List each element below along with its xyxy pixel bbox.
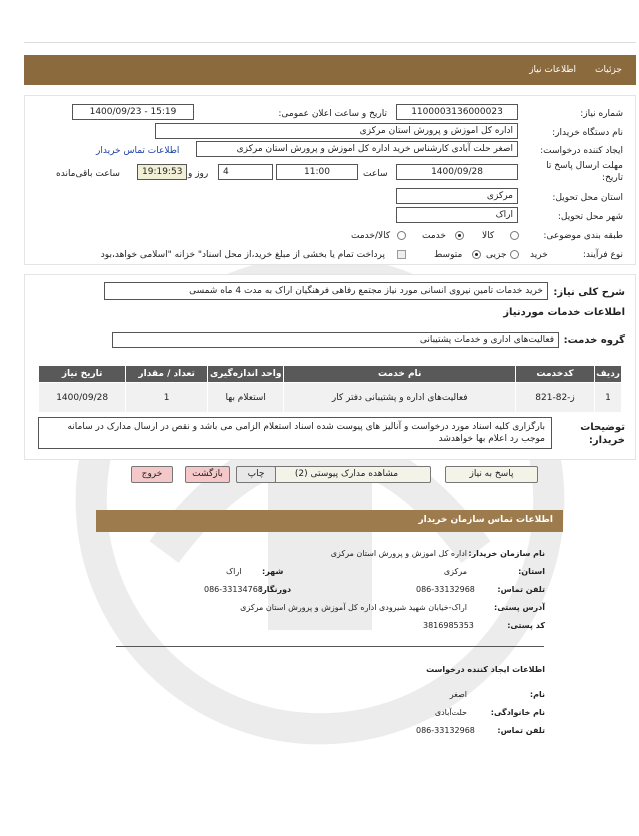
cell-need-date: 1400/09/28	[39, 383, 126, 413]
city-field: اراک	[396, 207, 518, 223]
days-label: روز و	[188, 169, 209, 179]
creator-phone-label: تلفن تماس:	[497, 726, 545, 735]
summary-label: شرح کلی نیاز:	[553, 287, 625, 298]
services-title: اطلاعات خدمات موردنیاز	[503, 307, 625, 318]
contact-postal-label: کد پستی:	[507, 621, 545, 630]
back-button[interactable]: بازگشت	[185, 466, 230, 483]
cell-unit: استعلام بها	[208, 383, 284, 413]
contact-org-value: اداره کل اموزش و پرورش استان مرکزی	[330, 549, 467, 558]
payment-note: پرداخت تمام یا بخشی از مبلغ خرید،از محل اسناد" خزانه "اسلامی خواهد،بود	[100, 250, 385, 260]
creator-family-label: نام خانوادگی:	[490, 708, 545, 717]
process-medium-label: متوسط	[434, 250, 463, 260]
city-label: شهر محل تحویل:	[557, 212, 623, 222]
contact-postal-value: 3816985353	[423, 621, 474, 630]
creator-label: ایجاد کننده درخواست:	[540, 146, 623, 156]
creator-phone-value: 086-33132968	[416, 726, 475, 735]
th-service-name: نام خدمت	[284, 366, 516, 383]
process-label: نوع فرآیند:	[582, 250, 623, 260]
cell-quantity: 1	[126, 383, 208, 413]
header-bar	[24, 55, 636, 85]
payment-checkbox[interactable]	[397, 250, 406, 259]
days-field: 4	[218, 164, 273, 180]
contact-title-bar	[96, 510, 563, 532]
top-divider	[24, 42, 636, 43]
contact-fax-label: دورنگار:	[259, 585, 292, 594]
deadline-label: مهلت ارسال پاسخ تا	[546, 161, 623, 171]
contact-address-value: اراک-خیابان شهید شیرودی اداره کل آموزش و پرورش استان مرکزی	[240, 603, 467, 612]
notes-field	[38, 417, 552, 449]
need-number-label: شماره نیاز:	[580, 109, 623, 119]
reply-button[interactable]: پاسخ به نیاز	[445, 466, 538, 483]
remaining-label: ساعت باقی‌مانده	[56, 169, 120, 179]
process-medium-radio[interactable]	[472, 250, 481, 259]
deadline-date-field: 1400/09/28	[396, 164, 518, 180]
summary-field: خرید خدمات تامین نیروی انسانی مورد نیاز مجتمع رفاهی فرهنگیان اراک به مدت 4 ماه شمسی	[104, 282, 548, 300]
cell-service-name: فعالیت‌های اداره و پشتیبانی دفتر کار	[284, 383, 516, 413]
contact-fax-value: 086-33134768	[204, 585, 263, 594]
contact-title: اطلاعات تماس سازمان خریدار	[418, 515, 553, 525]
contact-phone-value: 086-33132968	[416, 585, 475, 594]
contact-city-label: شهر:	[262, 567, 284, 576]
contact-phone-label: تلفن تماس:	[497, 585, 545, 594]
items-table	[38, 365, 622, 413]
nav-details[interactable]: جزئیات	[595, 65, 622, 75]
category-service-label: خدمت	[422, 231, 446, 241]
announce-label: تاریخ و ساعت اعلان عمومی:	[278, 109, 387, 119]
th-unit: واحد اندازه‌گیری	[208, 366, 284, 383]
contact-buyer-link[interactable]: اطلاعات تماس خریدار	[96, 146, 180, 156]
creator-section-title: اطلاعات ایجاد کننده درخواست	[426, 665, 545, 674]
announce-field: 1400/09/23 - 15:19	[72, 104, 194, 120]
category-goods-service-label: کالا/خدمت	[351, 231, 391, 241]
contact-org-label: نام سازمان خریدار:	[468, 549, 545, 558]
group-field: فعالیت‌های اداری و خدمات پشتیبانی	[112, 332, 559, 348]
creator-family-value: حلت‌آبادی	[434, 708, 467, 717]
remaining-time-field: 19:19:53	[137, 164, 187, 180]
contact-province-label: استان:	[518, 567, 545, 576]
creator-name-label: نام:	[529, 690, 545, 699]
table-row[interactable]	[39, 383, 622, 413]
th-row-num: ردیف	[595, 366, 622, 383]
category-goods-radio[interactable]	[510, 231, 519, 240]
group-label: گروه خدمت:	[563, 335, 625, 346]
province-field: مرکزی	[396, 188, 518, 204]
buyer-org-label: نام دستگاه خریدار:	[552, 128, 623, 138]
notes-text: بارگزاری کلیه اسناد مورد درخواست و آنالیز های پیوست شده اسناد استعلام الزامی می باشد و نقص در ارسال مدارک در سامانه موجب رد اعلام بها خواهدشد	[67, 422, 545, 444]
creator-name-value: اصغر	[449, 690, 467, 699]
th-need-date: تاریخ نیاز	[39, 366, 126, 383]
attachments-button[interactable]: مشاهده مدارک پیوستی (2)	[262, 466, 431, 483]
notes-label-2: خریدار:	[588, 435, 625, 446]
print-button[interactable]: چاپ	[236, 466, 276, 483]
nav-need-info[interactable]: اطلاعات نیاز	[529, 65, 576, 75]
contact-province-value: مرکزی	[443, 567, 467, 576]
cell-service-code: ز-82-821	[515, 383, 594, 413]
contact-address-label: آدرس پستی:	[494, 603, 545, 612]
process-partial-radio[interactable]	[510, 250, 519, 259]
th-service-code: کدخدمت	[515, 366, 594, 383]
exit-button[interactable]: خروج	[131, 466, 173, 483]
table-header-row	[39, 366, 622, 383]
category-goods-label: کالا	[482, 231, 495, 241]
process-buy-label: خرید	[530, 250, 548, 260]
notes-label: توضیحات	[580, 422, 625, 433]
contact-divider	[116, 646, 544, 647]
contact-city-value: اراک	[226, 567, 242, 576]
buyer-org-field: اداره کل اموزش و پرورش استان مرکزی	[155, 123, 518, 139]
process-partial-label: جزیی	[486, 250, 507, 260]
deadline-label-2: تاریخ:	[602, 173, 623, 183]
province-label: استان محل تحویل:	[552, 193, 623, 203]
time-label: ساعت	[363, 169, 388, 179]
deadline-time-field: 11:00	[276, 164, 358, 180]
category-goods-service-radio[interactable]	[397, 231, 406, 240]
th-quantity: تعداد / مقدار	[126, 366, 208, 383]
creator-field: اصغر حلت آبادی کارشناس خرید اداره کل اموزش و پرورش استان مرکزی	[196, 141, 518, 157]
category-label: طبقه بندی موضوعی:	[543, 231, 623, 241]
category-service-radio[interactable]	[455, 231, 464, 240]
cell-row-num: 1	[595, 383, 622, 413]
need-number-field: 1100003136000023	[396, 104, 518, 120]
